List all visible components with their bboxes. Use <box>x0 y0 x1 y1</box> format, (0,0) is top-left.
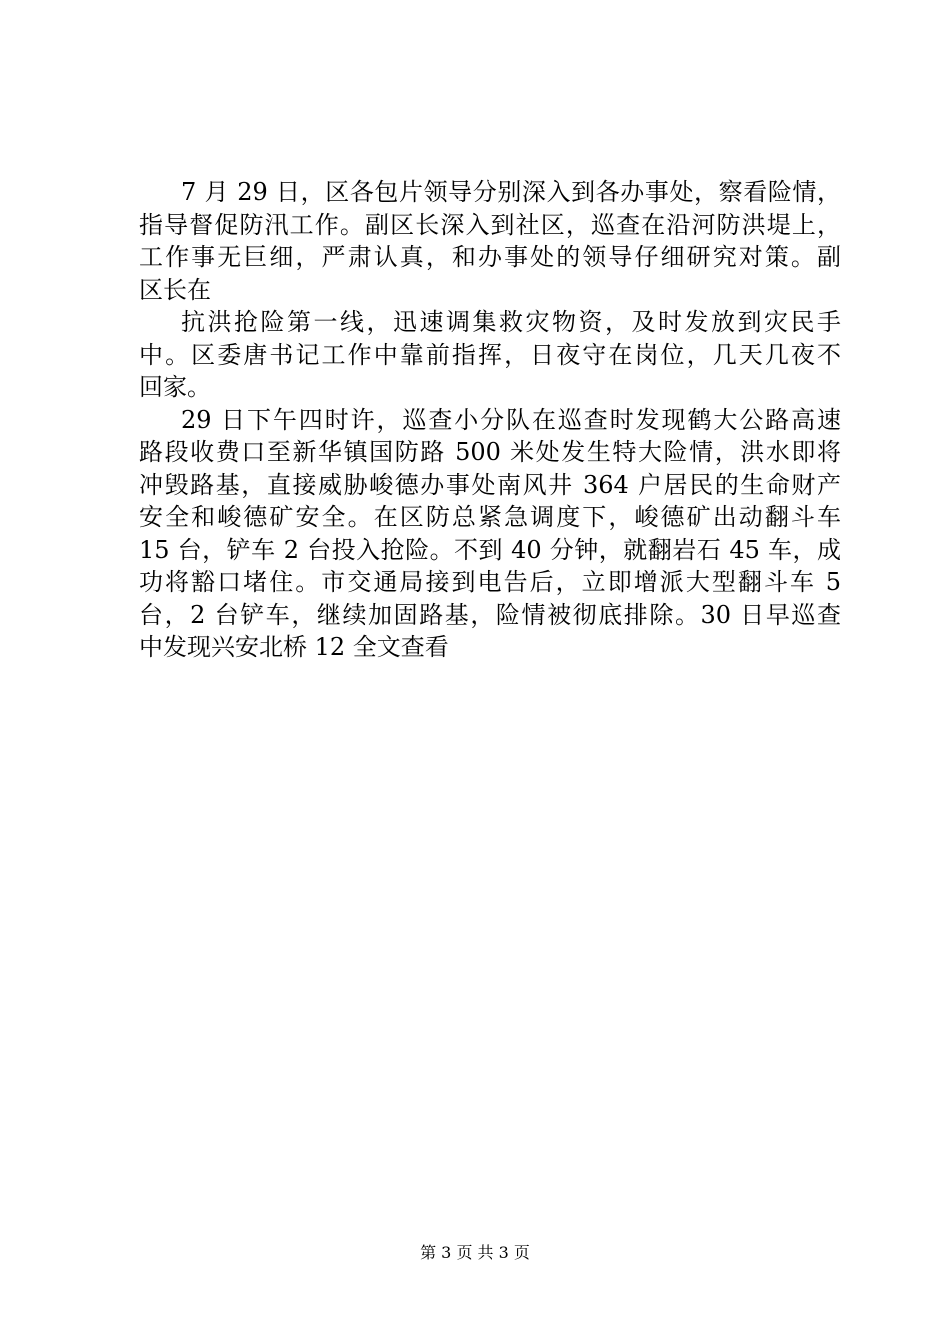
text-line: 安全和峻德矿安全。在区防总紧急调度下，峻德矿出动翻斗车 <box>139 503 841 531</box>
text-line: 台，2 台铲车，继续加固路基，险情被彻底排除。30 日早巡查 <box>139 600 841 629</box>
text-line: 区长在 <box>139 275 211 304</box>
text-line: 抗洪抢险第一线，迅速调集救灾物资，及时发放到灾民手 <box>181 308 841 336</box>
page-number-label: 第 3 页 共 3 页 <box>420 1243 530 1262</box>
text-line: 功将豁口堵住。市交通局接到电告后，立即增派大型翻斗车 5 <box>139 568 841 596</box>
document-body <box>139 176 841 664</box>
paragraph-1 <box>139 176 841 306</box>
text-line: 路段收费口至新华镇国防路 500 米处发生特大险情，洪水即将 <box>139 438 841 466</box>
text-line: 工作事无巨细，严肃认真，和办事处的领导仔细研究对策。副 <box>139 243 841 271</box>
text-line: 7 月 29 日，区各包片领导分别深入到各办事处，察看险情， <box>181 178 841 206</box>
paragraph-3 <box>139 404 841 664</box>
text-line: 29 日下午四时许，巡查小分队在巡查时发现鹤大公路高速 <box>181 405 841 434</box>
text-line: 中。区委唐书记工作中靠前指挥，日夜守在岗位，几天几夜不 <box>139 340 841 369</box>
paragraph-2 <box>139 306 841 404</box>
text-line: 回家。 <box>139 373 211 401</box>
text-line: 15 台，铲车 2 台投入抢险。不到 40 分钟，就翻岩石 45 车，成 <box>139 535 841 564</box>
text-line: 冲毁路基，直接威胁峻德办事处南风井 364 户居民的生命财产 <box>139 470 841 499</box>
page-footer <box>0 1243 950 1263</box>
text-line: 指导督促防汛工作。副区长深入到社区，巡查在沿河防洪堤上， <box>139 210 841 239</box>
text-line: 中发现兴安北桥 12 全文查看 <box>139 633 449 661</box>
